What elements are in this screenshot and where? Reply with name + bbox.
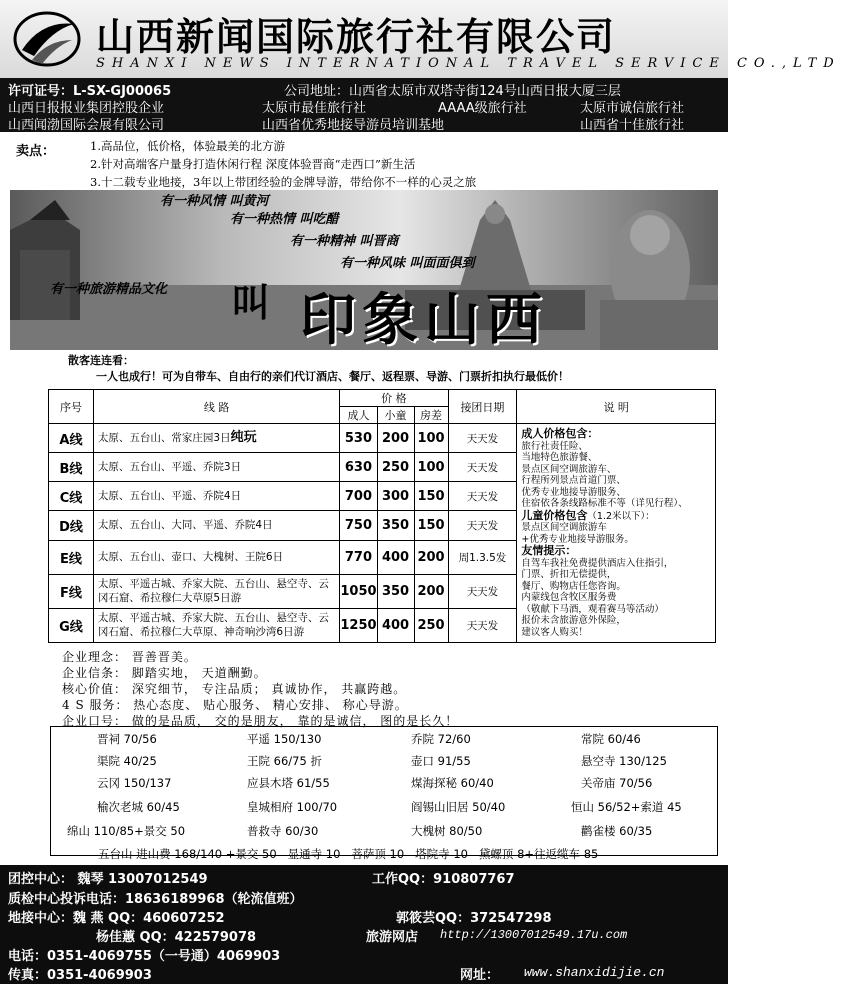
note-item: 住宿依各条线路标准不等（详见行程）、 bbox=[521, 498, 688, 509]
company-address: 公司地址：山西省太原市双塔寺街124号山西日报大厦三层 bbox=[284, 84, 621, 99]
price-adult: 770 bbox=[340, 540, 377, 574]
route-desc: 太原、五台山、平遥、乔院4日 bbox=[93, 482, 339, 511]
attraction-price-grid bbox=[50, 726, 718, 856]
attraction-price: 皇城相府 100/70 bbox=[247, 800, 338, 814]
departure-date: 天天发 bbox=[448, 424, 517, 453]
price-adult: 630 bbox=[340, 453, 377, 482]
price-notes bbox=[517, 424, 716, 643]
attraction-price: 菩萨顶 10 bbox=[351, 847, 405, 861]
departure-date: 天天发 bbox=[448, 608, 517, 642]
price-room: 150 bbox=[414, 511, 448, 540]
attraction-price: 乔院 72/60 bbox=[411, 732, 471, 746]
route-desc: 太原、平遥古城、乔家大院、五台山、悬空寺、云冈石窟、希拉穆仁大草原、神奇响沙湾6日游 bbox=[93, 608, 339, 642]
credential: 山西闻渤国际会展有限公司 bbox=[8, 118, 165, 133]
header-date: 接团日期 bbox=[448, 390, 517, 424]
attraction-price: 壶口 91/55 bbox=[411, 754, 471, 768]
selling-point: 1.高品位，低价格，体验最美的北方游 bbox=[90, 139, 285, 153]
note-item: 报价未含旅游意外保险， bbox=[521, 615, 626, 626]
departure-date: 天天发 bbox=[448, 574, 517, 608]
price-room: 100 bbox=[414, 424, 448, 453]
attraction-price: 恒山 56/52+索道 45 bbox=[571, 800, 682, 814]
note-item: 自驾车我社免费提供酒店入住指引， bbox=[521, 557, 674, 569]
wutaishan-prices bbox=[98, 846, 598, 862]
route-code: E线 bbox=[49, 540, 94, 574]
price-child: 400 bbox=[377, 608, 414, 642]
attraction-price: 塔院寺 10 bbox=[415, 847, 468, 861]
credential: 太原市最佳旅行社 bbox=[262, 101, 367, 116]
attraction-price: 晋祠 70/56 bbox=[97, 732, 157, 746]
selling-point: 3.十二载专业地接，3年以上带团经验的金牌导游，带给你不一样的心灵之旅 bbox=[90, 175, 477, 189]
ground-center: 地接中心：魏 燕 QQ：460607252 bbox=[8, 911, 225, 926]
attraction-price: 大槐树 80/50 bbox=[411, 824, 483, 838]
route-desc bbox=[93, 424, 339, 453]
price-room: 200 bbox=[414, 574, 448, 608]
attraction-price: 普救寺 60/30 bbox=[247, 824, 319, 838]
web-shop-label: 旅游网店 bbox=[366, 930, 419, 945]
route-desc: 太原、五台山、大同、平遥、乔院4日 bbox=[93, 511, 339, 540]
attraction-price: 关帝庙 70/56 bbox=[581, 776, 653, 790]
note-item: 景点区间空调旅游车 bbox=[521, 522, 607, 533]
credential: 山西省十佳旅行社 bbox=[580, 118, 685, 133]
attraction-price: 鹳雀楼 60/35 bbox=[581, 824, 653, 838]
note-item: 餐厅、购物店任您咨询。 bbox=[521, 580, 626, 592]
price-child: 250 bbox=[377, 453, 414, 482]
complaint-phone: 质检中心投诉电话：18636189968（轮流值班） bbox=[8, 892, 303, 907]
attraction-price: 榆次老城 60/45 bbox=[97, 800, 180, 814]
company-name-en: SHANXI NEWS INTERNATIONAL TRAVEL SERVICE CO.,LTD bbox=[96, 56, 841, 71]
route-price-table bbox=[48, 389, 716, 643]
attraction-price: 王院 66/75 折 bbox=[247, 754, 322, 768]
website-label: 网址： bbox=[460, 968, 500, 983]
attraction-price: 渠院 40/25 bbox=[97, 754, 157, 768]
note-item: 行程所列景点首道门票、 bbox=[521, 475, 626, 486]
attraction-price: 应县木塔 61/55 bbox=[247, 776, 330, 790]
note-item: 优秀专业地接导游服务、 bbox=[521, 486, 626, 498]
table-row bbox=[49, 424, 716, 453]
route-desc: 太原、平遥古城、乔家大院、五台山、悬空寺、云冈石窟、希拉穆仁大草原5日游 bbox=[93, 574, 339, 608]
ground-contact-3: 杨佳蕙 QQ：422579078 bbox=[96, 930, 257, 945]
header-child: 小童 bbox=[377, 407, 414, 424]
price-adult: 530 bbox=[340, 424, 377, 453]
note-item: 景点区间空调旅游车、 bbox=[521, 463, 617, 475]
price-child: 300 bbox=[377, 482, 414, 511]
route-code: B线 bbox=[49, 453, 94, 482]
contact-footer bbox=[0, 865, 728, 984]
price-room: 100 bbox=[414, 453, 448, 482]
departure-date: 天天发 bbox=[448, 482, 517, 511]
header-route: 线 路 bbox=[93, 390, 339, 424]
header bbox=[0, 0, 841, 80]
control-center: 团控中心： 魏琴 13007012549 bbox=[8, 872, 208, 887]
note-item: （敬献下马酒，观看赛马等活动） bbox=[521, 603, 664, 615]
credential: 山西省优秀地接导游员培训基地 bbox=[262, 118, 445, 133]
note-item: 门票、折扣无偿提供， bbox=[521, 569, 617, 580]
banner-slogan: 有一种旅游精品文化 bbox=[50, 282, 168, 297]
route-code: A线 bbox=[49, 424, 94, 453]
header-price: 价 格 bbox=[340, 390, 448, 407]
departure-date: 天天发 bbox=[448, 453, 517, 482]
route-desc: 太原、五台山、壶口、大槐树、王院6日 bbox=[93, 540, 339, 574]
price-adult: 1250 bbox=[340, 608, 377, 642]
company-philosophy: 企业口号： 做的是品质， 交的是朋友， 靠的是诚信， 图的是长久！ bbox=[62, 714, 459, 728]
header-room: 房差 bbox=[414, 407, 448, 424]
note-item: 旅行社责任险、 bbox=[521, 440, 588, 452]
fax-number: 传真：0351-4069903 bbox=[8, 968, 152, 983]
company-philosophy: 企业信条： 脚踏实地， 天道酬勤。 bbox=[62, 666, 267, 680]
credential: 太原市诚信旅行社 bbox=[580, 101, 685, 116]
note-item: 当地特色旅游餐、 bbox=[521, 452, 598, 463]
discount-heading: 散客连连看： bbox=[68, 354, 134, 367]
company-philosophy: 企业理念： 晋善晋美。 bbox=[62, 650, 197, 664]
child-includes-title: 儿童价格包含 bbox=[521, 508, 588, 522]
attraction-price: 悬空寺 130/125 bbox=[581, 754, 667, 768]
company-philosophy: 4 S 服务： 热心态度、 贴心服务、 精心安排、 称心导游。 bbox=[62, 698, 408, 712]
banner-slogan: 有一种风味 叫面面俱到 bbox=[340, 256, 475, 271]
price-adult: 1050 bbox=[340, 574, 377, 608]
tips-title: 友情提示： bbox=[521, 544, 577, 557]
attraction-price: 绵山 110/85+景交 50 bbox=[67, 824, 186, 838]
banner-slogan: 有一种风情 叫黄河 bbox=[160, 194, 269, 209]
control-qq: 工作QQ：910807767 bbox=[372, 872, 515, 887]
note-item: 内蒙线包含牧区服务费 bbox=[521, 592, 617, 603]
company-logo-icon bbox=[12, 10, 82, 68]
banner-image bbox=[10, 190, 718, 353]
attraction-price: 煤海探秘 60/40 bbox=[411, 776, 494, 790]
price-child: 200 bbox=[377, 424, 414, 453]
selling-point: 2.针对高端客户量身打造休闲行程 深度体验晋商“走西口”新生活 bbox=[90, 157, 416, 171]
price-adult: 750 bbox=[340, 511, 377, 540]
route-code: D线 bbox=[49, 511, 94, 540]
attraction-price: 平遥 150/130 bbox=[247, 732, 322, 746]
banner-jiao: 叫 bbox=[232, 280, 271, 325]
discount-text: 一人也成行！可为自带车、自由行的亲们代订酒店、餐厅、返程票、导游、门票折扣执行最低价！ bbox=[96, 370, 569, 383]
banner-slogan: 有一种精神 叫晋商 bbox=[290, 234, 399, 249]
note-item: 建议客人购买！ bbox=[521, 626, 588, 638]
header-no: 序号 bbox=[49, 390, 94, 424]
departure-date: 周1.3.5发 bbox=[448, 540, 517, 574]
attraction-price: 五台山 进山费 168/140 +景交 50 bbox=[98, 847, 277, 861]
attraction-price: 显通寺 10 bbox=[287, 847, 341, 861]
banner-title: 印象山西 bbox=[300, 287, 548, 353]
note-item: +优秀专业地接导游服务。 bbox=[521, 533, 634, 545]
web-shop-link[interactable]: http://13007012549.17u.com bbox=[440, 928, 628, 942]
attraction-price: 云冈 150/137 bbox=[97, 776, 172, 790]
price-room: 150 bbox=[414, 482, 448, 511]
credential: AAAA级旅行社 bbox=[438, 101, 527, 116]
banner-slogan: 有一种热情 叫吃醋 bbox=[230, 212, 339, 227]
route-code: G线 bbox=[49, 608, 94, 642]
credentials-band bbox=[0, 78, 728, 132]
header-note: 说 明 bbox=[517, 390, 716, 424]
license-number: 许可证号：L-SX-GJ00065 bbox=[8, 84, 172, 99]
route-desc: 太原、五台山、平遥、乔院3日 bbox=[93, 453, 339, 482]
departure-date: 天天发 bbox=[448, 511, 517, 540]
ground-contact-2: 郭筱芸QQ：372547298 bbox=[396, 911, 552, 926]
header-adult: 成人 bbox=[340, 407, 377, 424]
adult-includes-title: 成人价格包含： bbox=[521, 427, 599, 440]
price-room: 200 bbox=[414, 540, 448, 574]
phone-number: 电话：0351-4069755（一号通）4069903 bbox=[8, 949, 281, 964]
price-adult: 700 bbox=[340, 482, 377, 511]
credential: 山西日报报业集团控股企业 bbox=[8, 101, 165, 116]
route-text: 太原、五台山、常家庄园3日 bbox=[97, 432, 231, 445]
price-room: 250 bbox=[414, 608, 448, 642]
price-child: 400 bbox=[377, 540, 414, 574]
price-child: 350 bbox=[377, 511, 414, 540]
route-code: C线 bbox=[49, 482, 94, 511]
company-name-cn: 山西新闻国际旅行社有限公司 bbox=[96, 14, 617, 59]
route-highlight: 纯玩 bbox=[230, 430, 257, 446]
route-code: F线 bbox=[49, 574, 94, 608]
website-link[interactable]: www.shanxidijie.cn bbox=[524, 965, 665, 980]
price-child: 350 bbox=[377, 574, 414, 608]
attraction-price: 常院 60/46 bbox=[581, 732, 641, 746]
child-height-note: （1.2米以下）： bbox=[587, 510, 655, 522]
company-philosophy: 核心价值： 深究细节， 专注品质； 真诚协作， 共赢跨越。 bbox=[62, 682, 407, 696]
attraction-price: 黛螺顶 8+往返缆车 85 bbox=[478, 847, 599, 861]
selling-label: 卖点： bbox=[16, 144, 56, 159]
attraction-price: 阎锡山旧居 50/40 bbox=[411, 800, 506, 814]
